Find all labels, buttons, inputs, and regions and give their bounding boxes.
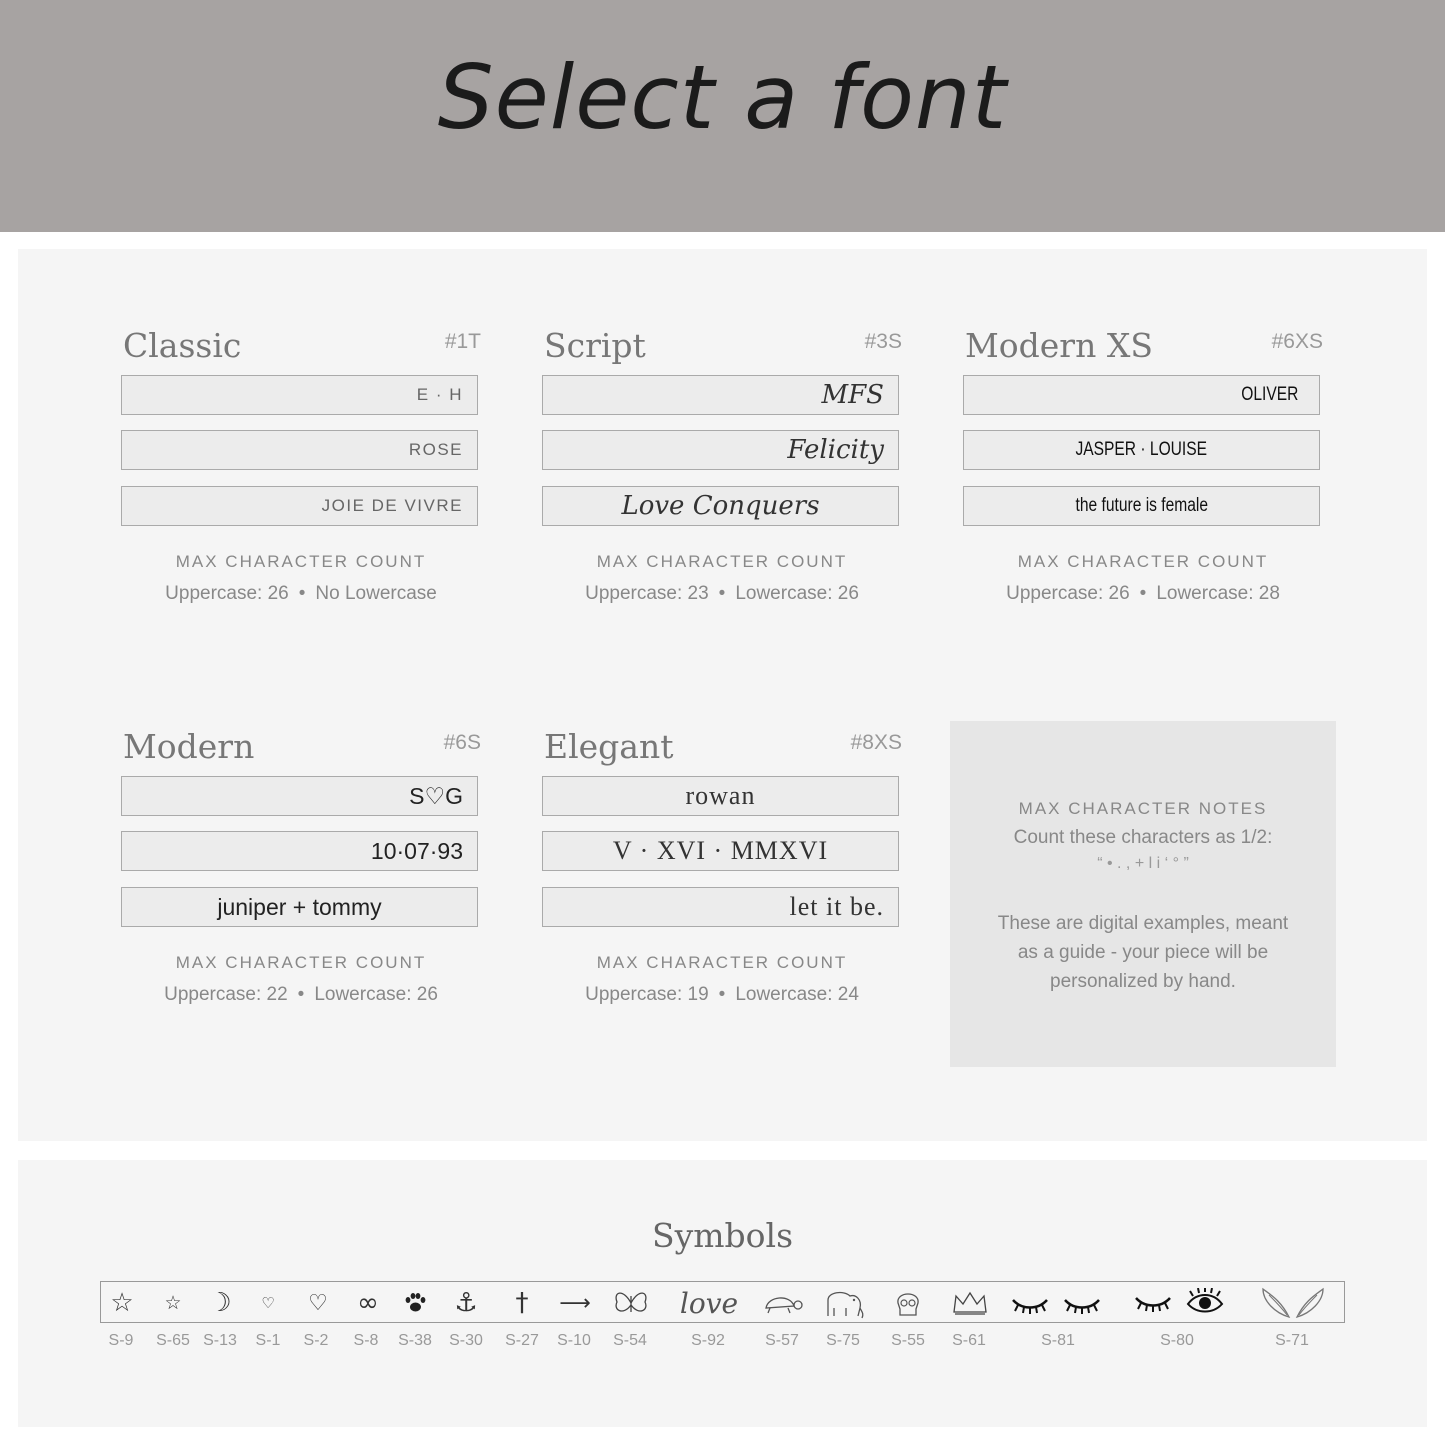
symbol-code: S-81 <box>1041 1332 1075 1349</box>
eye-icon[interactable] <box>1175 1283 1235 1323</box>
font-name: Modern XS <box>965 326 1153 365</box>
font-name: Script <box>544 326 646 365</box>
eyelashes-icon[interactable] <box>1052 1283 1112 1323</box>
notes-characters: “ • . , + l i ‘ ° ” <box>1097 855 1189 872</box>
symbol-code: S-13 <box>203 1332 237 1349</box>
elephant-icon[interactable] <box>813 1283 873 1323</box>
symbols-title: Symbols <box>651 1216 794 1255</box>
notes-text: personalized by hand. <box>1050 971 1236 992</box>
font-sample: V · XVI · MMXVI <box>542 831 899 871</box>
heart-icon[interactable]: ♡ <box>308 1290 328 1316</box>
star-outline-icon[interactable]: ☆ <box>110 1288 134 1318</box>
butterfly-icon[interactable] <box>601 1283 661 1323</box>
font-sample: let it be. <box>542 887 899 927</box>
symbol-code: S-38 <box>398 1332 432 1349</box>
max-count-label: MAX CHARACTER COUNT <box>596 552 848 571</box>
count-values: Uppercase: 26 • No Lowercase <box>165 583 437 604</box>
symbol-code: S-54 <box>613 1332 647 1349</box>
max-count-label: MAX CHARACTER COUNT <box>175 552 427 571</box>
anchor-icon[interactable]: ⚓ <box>454 1288 478 1318</box>
closed-eye-icon[interactable] <box>1123 1283 1183 1323</box>
infinity-icon[interactable]: ∞ <box>357 1288 379 1318</box>
symbol-code: S-8 <box>353 1332 379 1349</box>
symbol-code: S-57 <box>765 1332 799 1349</box>
font-sample: JOIE DE VIVRE <box>121 486 478 526</box>
page-title: Select a font <box>437 46 1008 149</box>
character-notes-box <box>950 721 1336 1067</box>
count-values: Uppercase: 22 • Lowercase: 26 <box>164 984 438 1005</box>
small-star-icon[interactable]: ☆ <box>164 1292 182 1314</box>
symbol-code: S-9 <box>108 1332 134 1349</box>
font-sample: MFS <box>542 375 899 415</box>
notes-text: as a guide - your piece will be <box>1017 942 1269 963</box>
font-sample: ROSE <box>121 430 478 470</box>
symbol-code: S-75 <box>826 1332 860 1349</box>
skull-icon[interactable] <box>878 1283 938 1323</box>
symbol-code: S-30 <box>449 1332 483 1349</box>
font-sample: rowan <box>542 776 899 816</box>
font-sample: JASPER · LOUISE <box>963 430 1320 470</box>
notes-text: These are digital examples, meant <box>997 913 1289 934</box>
font-sample: Love Conquers <box>542 486 899 526</box>
header-banner <box>0 0 1445 232</box>
font-code: #3S <box>864 330 902 353</box>
font-sample: OLIVER <box>963 375 1320 415</box>
font-name: Elegant <box>544 727 674 766</box>
count-values: Uppercase: 26 • Lowercase: 28 <box>1006 583 1280 604</box>
max-count-label: MAX CHARACTER COUNT <box>1017 552 1269 571</box>
font-code: #6XS <box>1271 330 1323 353</box>
crown-icon[interactable] <box>940 1283 1000 1323</box>
love-script-icon[interactable]: love <box>679 1286 739 1320</box>
symbol-code: S-2 <box>303 1332 329 1349</box>
count-values: Uppercase: 23 • Lowercase: 26 <box>585 583 859 604</box>
count-values: Uppercase: 19 • Lowercase: 24 <box>585 984 859 1005</box>
symbol-code: S-71 <box>1275 1332 1309 1349</box>
max-count-label: MAX CHARACTER COUNT <box>175 953 427 972</box>
font-code: #1T <box>444 330 481 353</box>
wings-icon[interactable] <box>1248 1283 1338 1323</box>
symbol-code: S-10 <box>557 1332 591 1349</box>
eyelashes-icon[interactable] <box>1000 1283 1060 1323</box>
font-name: Modern <box>123 727 255 766</box>
font-sample: 10·07·93 <box>121 831 478 871</box>
symbol-code: S-65 <box>156 1332 190 1349</box>
font-name: Classic <box>123 326 242 365</box>
notes-text: Count these characters as 1/2: <box>1013 827 1273 848</box>
symbol-code: S-80 <box>1160 1332 1194 1349</box>
symbol-code: S-92 <box>691 1332 725 1349</box>
font-sample: the future is female <box>963 486 1320 526</box>
font-code: #6S <box>443 731 481 754</box>
small-heart-icon[interactable]: ♡ <box>261 1294 275 1312</box>
font-sample: juniper + tommy <box>121 887 478 927</box>
font-sample: E · H <box>121 375 478 415</box>
arrow-icon[interactable]: ⟶ <box>559 1290 591 1316</box>
max-count-label: MAX CHARACTER COUNT <box>596 953 848 972</box>
font-sample: S♡G <box>121 776 478 816</box>
font-code: #8XS <box>850 731 902 754</box>
symbol-code: S-27 <box>505 1332 539 1349</box>
symbol-code: S-61 <box>952 1332 986 1349</box>
font-sample: Felicity <box>542 430 899 470</box>
turtle-icon[interactable] <box>752 1283 812 1323</box>
notes-title: MAX CHARACTER NOTES <box>1018 799 1268 818</box>
symbol-code: S-55 <box>891 1332 925 1349</box>
cross-icon[interactable]: † <box>515 1288 529 1318</box>
symbol-code: S-1 <box>255 1332 281 1349</box>
moon-icon[interactable]: ☽ <box>208 1288 232 1318</box>
